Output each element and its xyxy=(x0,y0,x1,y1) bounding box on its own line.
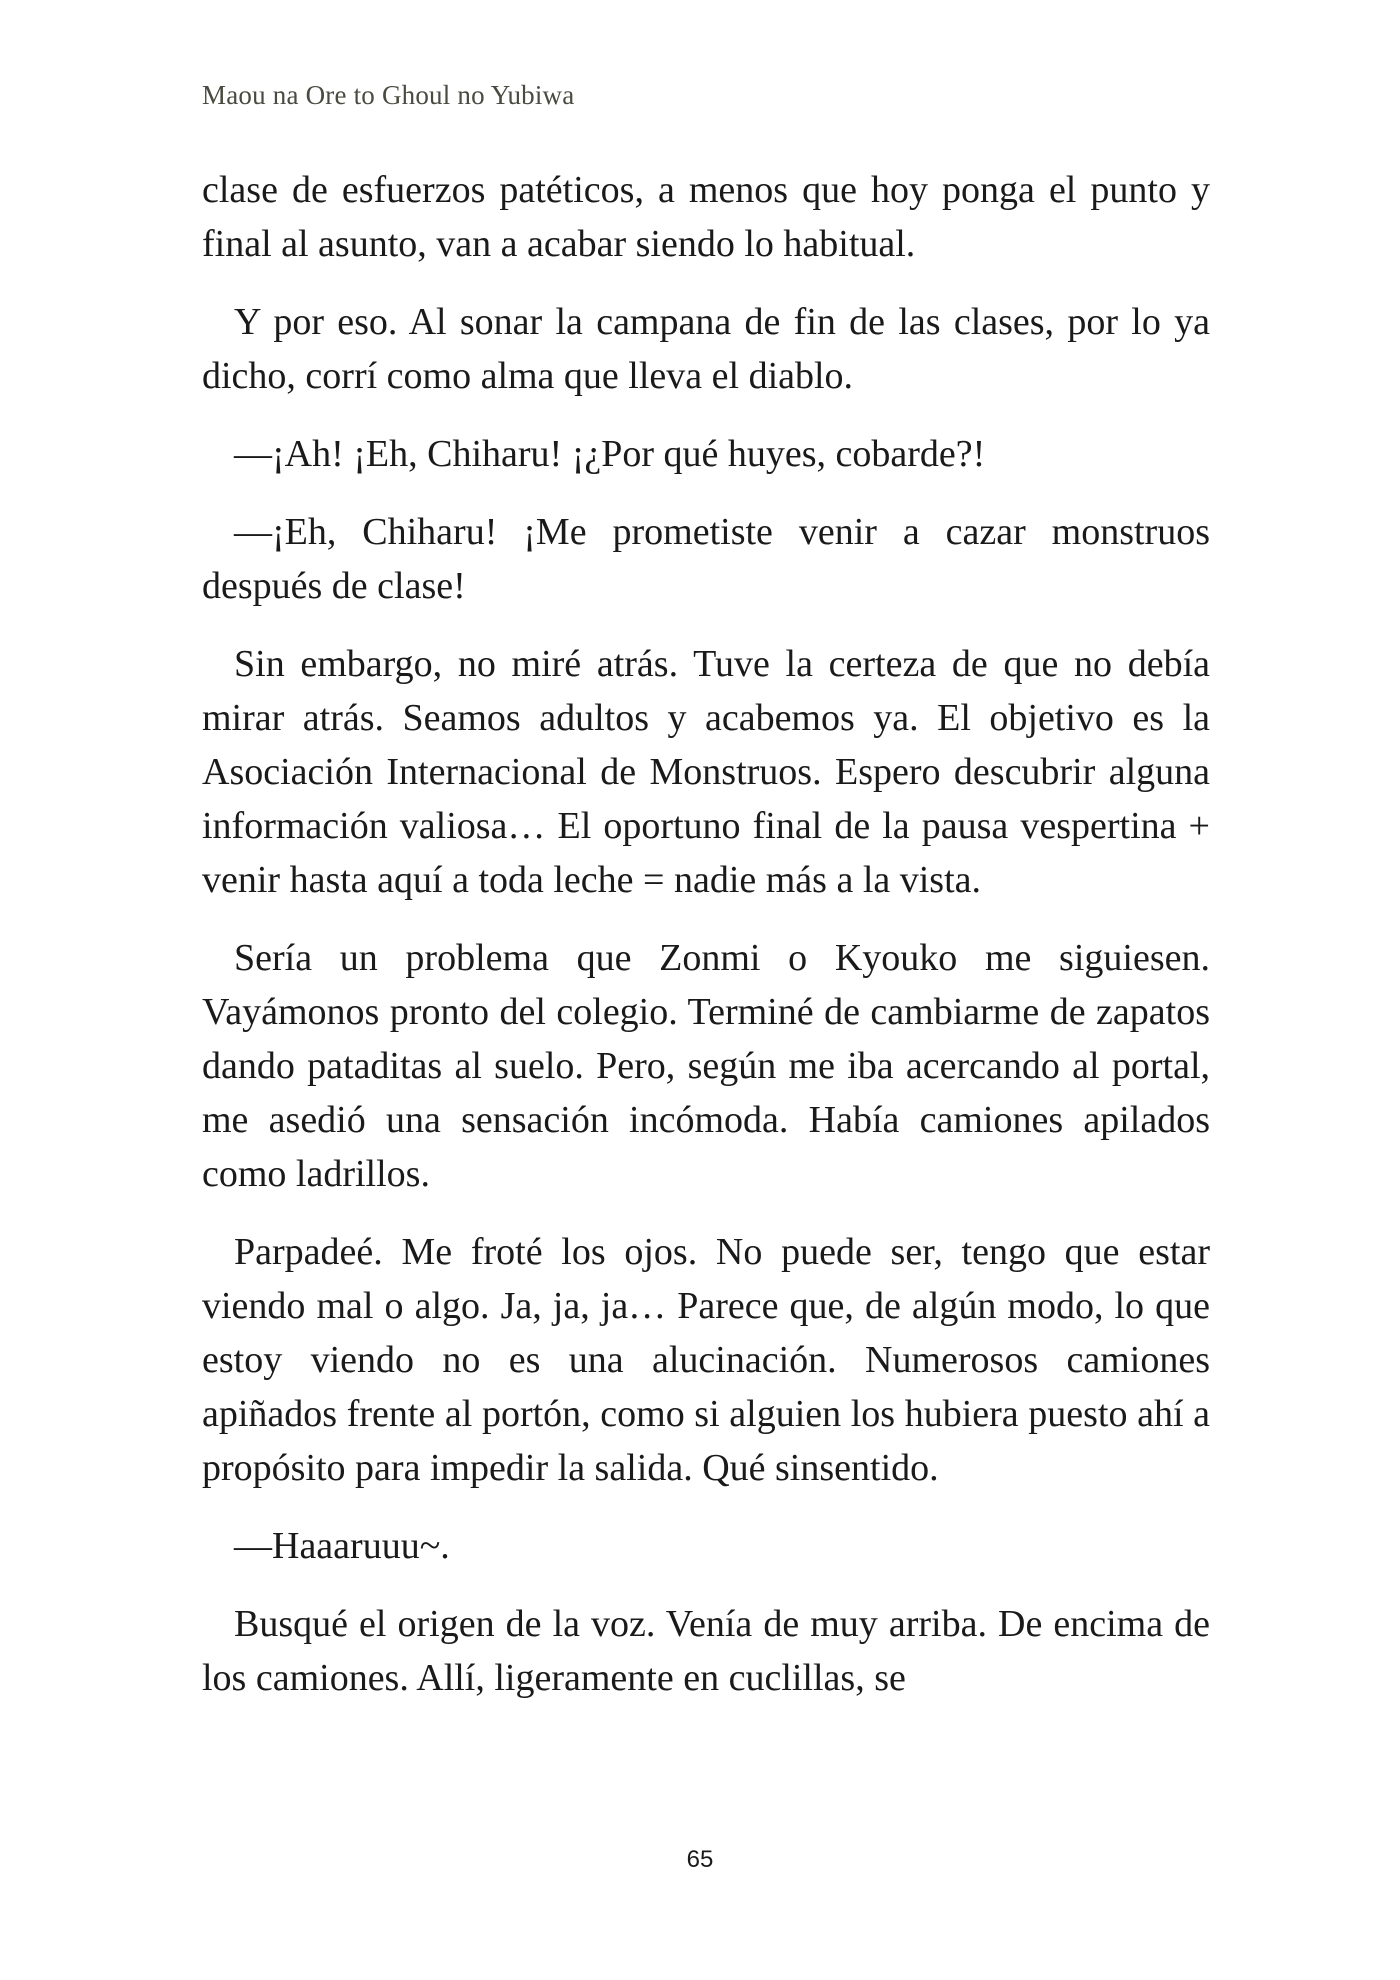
dialogue-line: —¡Ah! ¡Eh, Chiharu! ¡¿Por qué huyes, cobarde?! xyxy=(234,433,986,475)
paragraph: Sin embargo, no miré atrás. Tuve la certeza de que no debía mirar atrás. Seamos adultos y acabemos ya. El objetivo es la Asociación Internacional de Monstruos. Espero descubrir alguna información valiosa… El oportuno final de la pausa vespertina + venir hasta aquí a toda leche = nadie más a la vista. xyxy=(202,643,1210,901)
paragraph: Parpadeé. Me froté los ojos. No puede ser, tengo que estar viendo mal o algo. Ja, ja, ja… Parece que, de algún modo, lo que estoy viendo no es una alucinación. Numerosos camiones apiñados frente al portón, como si alguien los hubiera puesto ahí a propósito para impedir la salida. Qué sinsentido. xyxy=(202,1231,1210,1489)
paragraph: clase de esfuerzos patéticos, a menos que hoy ponga el punto y final al asunto, van a acabar siendo lo habitual. xyxy=(202,169,1210,265)
paragraph: Sería un problema que Zonmi o Kyouko me siguiesen. Vayámonos pronto del colegio. Terminé de cambiarme de zapatos dando pataditas al suelo. Pero, según me iba acercando al portal, me asedió una sensación incómoda. Había camiones apilados como ladrillos. xyxy=(202,937,1210,1195)
dialogue-line: —Haaaruuu~. xyxy=(234,1525,450,1567)
paragraph: Y por eso. Al sonar la campana de fin de las clases, por lo ya dicho, corrí como alma que lleva el diablo. xyxy=(202,301,1210,397)
body-text xyxy=(202,163,1210,1729)
paragraph: Busqué el origen de la voz. Venía de muy arriba. De encima de los camiones. Allí, ligeramente en cuclillas, se xyxy=(202,1603,1210,1699)
page-number: 65 xyxy=(686,1846,714,1873)
running-header: Maou na Ore to Ghoul no Yubiwa xyxy=(202,80,575,110)
dialogue-line: —¡Eh, Chiharu! ¡Me prometiste venir a cazar monstruos después de clase! xyxy=(202,511,1210,607)
